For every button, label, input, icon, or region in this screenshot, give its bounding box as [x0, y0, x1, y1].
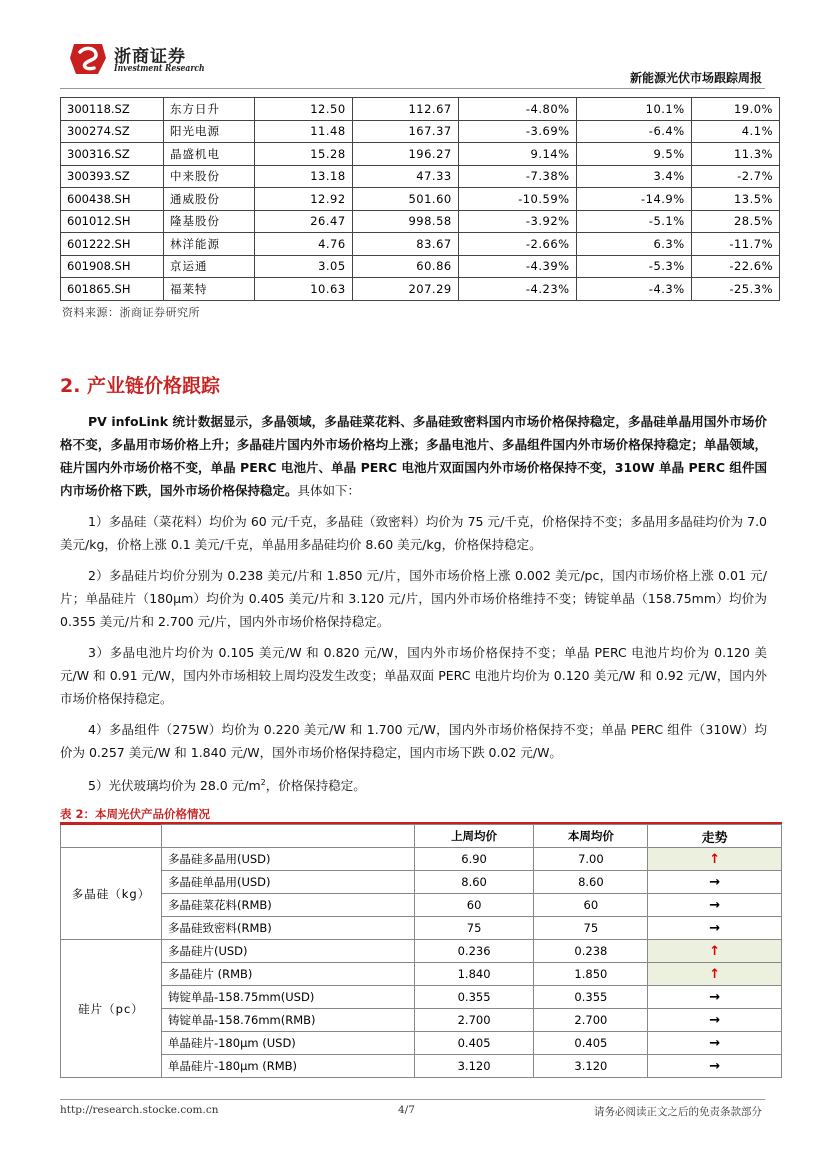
cell-last: 60 — [414, 894, 534, 917]
cell-paragraph: 3）多晶电池片均价为 0.105 美元/W 和 0.820 元/W，国内外市场价格保持不变；单晶 PERC 电池片均价为 0.120 美元/W 和 0.91 元/W，国内外市场相较上周均没发生改变；单晶双面 PERC 电池片均价为 0.120 美元/W 和 0.92 元/W，国内外市场价格保持稳定。 — [60, 645, 767, 706]
cell-c3: 11.48 — [254, 120, 352, 143]
cell-c3: 13.18 — [254, 165, 352, 188]
cell-this: 0.405 — [534, 1032, 648, 1055]
cell-c3: 12.92 — [254, 188, 352, 211]
cell-c3: 12.50 — [254, 98, 352, 121]
cell-c7: 28.5% — [691, 210, 779, 233]
cell-c6: 6.3% — [576, 233, 691, 256]
footer-divider — [60, 1099, 765, 1100]
cell-c3: 3.05 — [254, 255, 352, 278]
cell-c4: 167.37 — [352, 120, 458, 143]
header-this-week: 本周均价 — [534, 825, 648, 848]
cell-name: 京运通 — [163, 255, 254, 278]
section-title: 2. 产业链价格跟踪 — [60, 375, 221, 397]
footer-url[interactable]: http://research.stocke.com.cn — [60, 1104, 219, 1116]
price-row — [61, 1032, 782, 1055]
cell-c7: 4.1% — [691, 120, 779, 143]
cell-c6: -4.3% — [576, 278, 691, 301]
polysilicon-paragraph: 1）多晶硅（菜花料）均价为 60 元/千克，多晶硅（致密料）均价为 75 元/千克，价格保持不变；多晶用多晶硅均价为 7.0 美元/kg，价格上涨 0.1 美元/千克，单晶用多晶硅均价 8.60 美元/kg，价格保持稳定。 — [60, 514, 767, 552]
cell-c7: 11.3% — [691, 143, 779, 166]
cell-c5: -4.23% — [458, 278, 576, 301]
group-label: 硅片（pc） — [61, 940, 162, 1078]
cell-c4: 112.67 — [352, 98, 458, 121]
stock-performance-table — [60, 97, 780, 301]
price-row — [61, 1009, 782, 1032]
cell-c5: -3.92% — [458, 210, 576, 233]
cell-item: 多晶硅致密料(RMB) — [161, 917, 414, 940]
disclaimer-note: 请务必阅读正文之后的免责条款部分 — [594, 1106, 762, 1118]
brand-logo-icon — [68, 40, 108, 76]
cell-item: 多晶硅片 (RMB) — [161, 963, 414, 986]
cell-c7: 13.5% — [691, 188, 779, 211]
page-number: 4/7 — [398, 1104, 415, 1116]
price-table-wrapper — [60, 822, 782, 1078]
price-row — [61, 940, 782, 963]
table-row — [61, 165, 780, 188]
cell-c4: 47.33 — [352, 165, 458, 188]
header-trend: 走势 — [648, 825, 782, 848]
cell-name: 林洋能源 — [163, 233, 254, 256]
cell-c4: 60.86 — [352, 255, 458, 278]
brand-name-en: Investment Research — [114, 64, 205, 74]
source-note: 资料来源：浙商证券研究所 — [62, 306, 200, 319]
wafer-paragraph: 2）多晶硅片均价分别为 0.238 美元/片和 1.850 元/片，国外市场价格上涨 0.002 美元/pc，国内市场价格上涨 0.01 元/片；单晶硅片（180μm）均价为 0.405 美元/片和 3.120 元/片，国内外市场价格维持不变；铸锭单晶（158.75mm）均价为 0.355 美元/片和 2.700 元/片，国内外市场价格保持稳定。 — [60, 568, 767, 629]
cell-this: 3.120 — [534, 1055, 648, 1078]
cell-c4: 196.27 — [352, 143, 458, 166]
table-row — [61, 255, 780, 278]
cell-last: 0.405 — [414, 1032, 534, 1055]
price-row — [61, 848, 782, 871]
cell-this: 0.355 — [534, 986, 648, 1009]
cell-last: 2.700 — [414, 1009, 534, 1032]
cell-code: 601222.SH — [61, 233, 164, 256]
cell-c3: 10.63 — [254, 278, 352, 301]
cell-c7: -25.3% — [691, 278, 779, 301]
price-row — [61, 986, 782, 1009]
cell-code: 601865.SH — [61, 278, 164, 301]
cell-item: 单晶硅片-180μm (USD) — [161, 1032, 414, 1055]
price-row — [61, 963, 782, 986]
intro-tail-text: 具体如下： — [297, 483, 361, 498]
intro-paragraph — [60, 410, 767, 502]
trend-flat-icon: → — [648, 1032, 782, 1055]
cell-last: 8.60 — [414, 871, 534, 894]
cell-c5: -10.59% — [458, 188, 576, 211]
cell-this: 60 — [534, 894, 648, 917]
cell-item: 多晶硅片(USD) — [161, 940, 414, 963]
cell-c6: 9.5% — [576, 143, 691, 166]
cell-c7: 19.0% — [691, 98, 779, 121]
cell-code: 300316.SZ — [61, 143, 164, 166]
cell-c5: 9.14% — [458, 143, 576, 166]
intro-bold-text: PV infoLink 统计数据显示，多晶领域，多晶硅菜花料、多晶硅致密料国内市场价格保持稳定，多晶硅单晶用国外市场价格不变，多晶用市场价格上升；多晶硅片国内外市场价格均上涨；多晶电池片、多晶组件国内外市场价格保持稳定；单晶领域，硅片国内外市场价格不变，单晶 PERC 电池片、单晶 PERC 电池片双面国内外市场价格保持不变，310W 单晶 PERC 组件国内市场价格下跌，国外市场价格保持稳定。 — [60, 414, 767, 498]
table-row — [61, 98, 780, 121]
cell-c5: -2.66% — [458, 233, 576, 256]
cell-c6: 10.1% — [576, 98, 691, 121]
price-row — [61, 917, 782, 940]
cell-last: 3.120 — [414, 1055, 534, 1078]
cell-c3: 26.47 — [254, 210, 352, 233]
table-row — [61, 143, 780, 166]
cell-code: 600438.SH — [61, 188, 164, 211]
trend-flat-icon: → — [648, 1009, 782, 1032]
cell-c4: 501.60 — [352, 188, 458, 211]
cell-last: 0.236 — [414, 940, 534, 963]
cell-c4: 83.67 — [352, 233, 458, 256]
cell-this: 1.850 — [534, 963, 648, 986]
cell-code: 300118.SZ — [61, 98, 164, 121]
cell-this: 8.60 — [534, 871, 648, 894]
cell-c5: -4.80% — [458, 98, 576, 121]
table-row — [61, 210, 780, 233]
table-row — [61, 278, 780, 301]
cell-c5: -3.69% — [458, 120, 576, 143]
table-row — [61, 233, 780, 256]
trend-up-icon: ↑ — [648, 940, 782, 963]
cell-last: 1.840 — [414, 963, 534, 986]
trend-up-icon: ↑ — [648, 963, 782, 986]
price-table-header — [61, 825, 782, 848]
trend-flat-icon: → — [648, 1055, 782, 1078]
cell-c7: -22.6% — [691, 255, 779, 278]
glass-paragraph: 5）光伏玻璃均价为 28.0 元$/m^2$，价格保持稳定。 — [88, 778, 366, 794]
trend-up-icon: ↑ — [648, 848, 782, 871]
module-paragraph: 4）多晶组件（275W）均价为 0.220 美元/W 和 1.700 元/W，国内外市场价格保持不变；单晶 PERC 组件（310W）均价为 0.257 美元/W 和 1.840 元/W，国外市场价格保持稳定，国内市场下跌 0.02 元/W。 — [60, 722, 767, 760]
cell-code: 300393.SZ — [61, 165, 164, 188]
header-divider — [60, 88, 765, 89]
trend-flat-icon: → — [648, 986, 782, 1009]
cell-name: 东方日升 — [163, 98, 254, 121]
table-row — [61, 120, 780, 143]
cell-c7: -2.7% — [691, 165, 779, 188]
cell-code: 601012.SH — [61, 210, 164, 233]
cell-c7: -11.7% — [691, 233, 779, 256]
group-label: 多晶硅（kg） — [61, 848, 162, 940]
cell-c4: 207.29 — [352, 278, 458, 301]
cell-last: 6.90 — [414, 848, 534, 871]
cell-c5: -7.38% — [458, 165, 576, 188]
price-row — [61, 871, 782, 894]
cell-c4: 998.58 — [352, 210, 458, 233]
cell-name: 福莱特 — [163, 278, 254, 301]
cell-this: 7.00 — [534, 848, 648, 871]
cell-item: 铸锭单晶-158.76mm(RMB) — [161, 1009, 414, 1032]
cell-this: 2.700 — [534, 1009, 648, 1032]
cell-item: 多晶硅多晶用(USD) — [161, 848, 414, 871]
trend-flat-icon: → — [648, 871, 782, 894]
header-last-week: 上周均价 — [414, 825, 534, 848]
cell-name: 晶盛机电 — [163, 143, 254, 166]
cell-c5: -4.39% — [458, 255, 576, 278]
cell-code: 300274.SZ — [61, 120, 164, 143]
cell-this: 0.238 — [534, 940, 648, 963]
cell-code: 601908.SH — [61, 255, 164, 278]
report-title: 新能源光伏市场跟踪周报 — [629, 71, 762, 85]
cell-item: 多晶硅菜花料(RMB) — [161, 894, 414, 917]
cell-c6: -14.9% — [576, 188, 691, 211]
cell-last: 75 — [414, 917, 534, 940]
brand-name-cn: 浙商证券 — [114, 47, 186, 67]
cell-c3: 4.76 — [254, 233, 352, 256]
trend-flat-icon: → — [648, 894, 782, 917]
price-row — [61, 1055, 782, 1078]
price-table-caption: 表 2：本周光伏产品价格情况 — [60, 807, 211, 821]
price-table — [60, 824, 782, 1078]
trend-flat-icon: → — [648, 917, 782, 940]
cell-name: 通威股份 — [163, 188, 254, 211]
cell-c3: 15.28 — [254, 143, 352, 166]
cell-name: 中来股份 — [163, 165, 254, 188]
cell-item: 多晶硅单晶用(USD) — [161, 871, 414, 894]
cell-last: 0.355 — [414, 986, 534, 1009]
table-row — [61, 188, 780, 211]
cell-c6: 3.4% — [576, 165, 691, 188]
price-row — [61, 894, 782, 917]
cell-c6: -5.3% — [576, 255, 691, 278]
cell-c6: -6.4% — [576, 120, 691, 143]
cell-this: 75 — [534, 917, 648, 940]
cell-item: 铸锭单晶-158.75mm(USD) — [161, 986, 414, 1009]
cell-name: 隆基股份 — [163, 210, 254, 233]
cell-item: 单晶硅片-180μm (RMB) — [161, 1055, 414, 1078]
cell-c6: -5.1% — [576, 210, 691, 233]
cell-name: 阳光电源 — [163, 120, 254, 143]
